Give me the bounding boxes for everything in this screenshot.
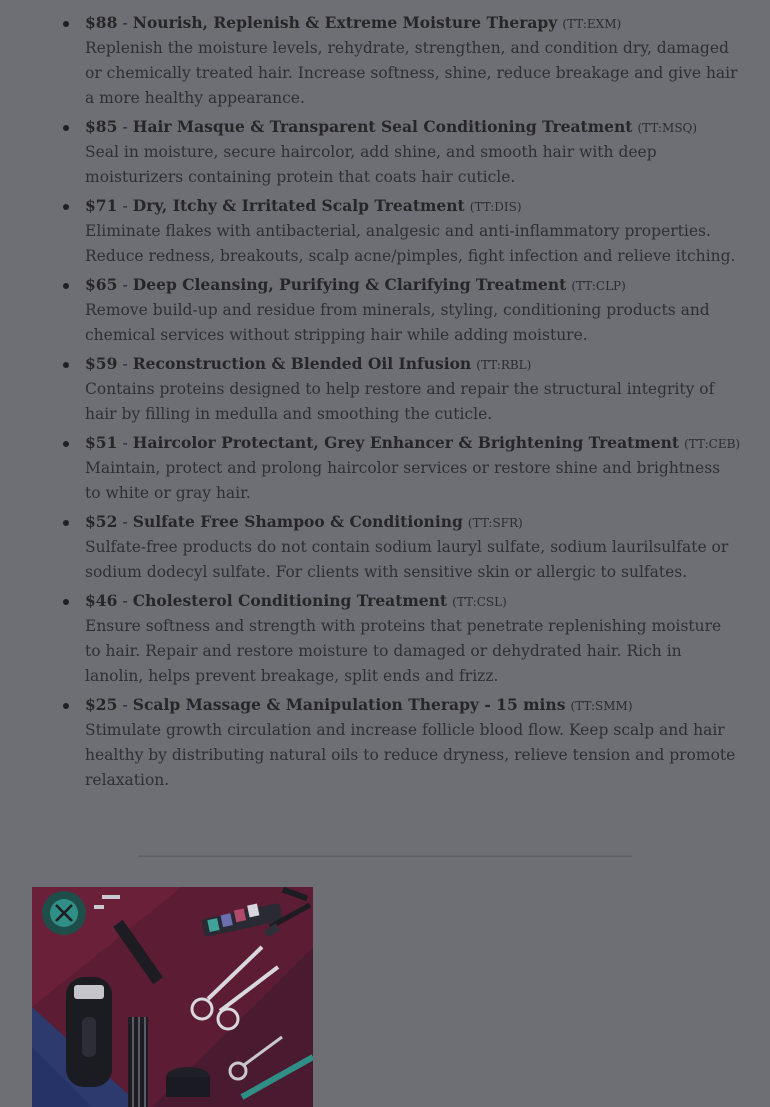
service-code: (TT:CEB) <box>684 437 741 451</box>
service-code: (TT:CLP) <box>571 279 626 293</box>
service-heading <box>85 272 740 298</box>
service-separator: - <box>122 276 128 294</box>
service-name: Scalp Massage & Manipulation Therapy - 15 mins <box>132 695 566 714</box>
service-separator: - <box>122 696 128 714</box>
barber-tools-image[interactable] <box>32 887 313 1107</box>
service-description: Contains proteins designed to help restore and repair the structural integrity of hair by filling in medulla and smoothing the cuticle. <box>85 380 715 423</box>
barber-tools-illustration-icon <box>32 887 313 1107</box>
service-code: (TT:SMM) <box>570 699 633 713</box>
service-code: (TT:RBL) <box>476 358 532 372</box>
service-heading <box>85 509 740 535</box>
service-item <box>0 272 770 348</box>
service-separator: - <box>122 513 128 531</box>
service-description: Eliminate flakes with antibacterial, analgesic and anti-inflammatory properties. Reduce redness, breakouts, scalp acne/pimples, fight infection and relieve itching. <box>85 222 736 265</box>
service-name: Deep Cleansing, Purifying & Clarifying Treatment <box>132 275 567 294</box>
service-description: Maintain, protect and prolong haircolor services or restore shine and brightness to white or gray hair. <box>85 459 721 502</box>
service-name: Reconstruction & Blended Oil Infusion <box>132 354 472 373</box>
service-price: $25 <box>85 695 118 714</box>
service-separator: - <box>122 197 128 215</box>
service-description: Seal in moisture, secure haircolor, add shine, and smooth hair with deep moisturizers containing protein that coats hair cuticle. <box>85 143 657 186</box>
service-description: Ensure softness and strength with proteins that penetrate replenishing moisture to hair. Repair and restore moisture to damaged or dehydrated hair. Rich in lanolin, helps prevent breakage, split ends and frizz. <box>85 617 722 685</box>
service-code: (TT:EXM) <box>562 17 622 31</box>
service-name: Sulfate Free Shampoo & Conditioning <box>132 512 463 531</box>
service-item <box>0 193 770 269</box>
service-name: Cholesterol Conditioning Treatment <box>132 591 448 610</box>
service-separator: - <box>122 434 128 452</box>
section-divider <box>138 855 632 857</box>
service-code: (TT:SFR) <box>467 516 523 530</box>
service-item <box>0 588 770 689</box>
service-name: Nourish, Replenish & Extreme Moisture Therapy <box>132 13 558 32</box>
service-separator: - <box>122 14 128 32</box>
service-price: $51 <box>85 433 118 452</box>
service-price: $85 <box>85 117 118 136</box>
service-heading <box>85 692 740 718</box>
service-item <box>0 10 770 111</box>
service-code: (TT:CSL) <box>452 595 507 609</box>
service-heading <box>85 193 740 219</box>
service-name: Hair Masque & Transparent Seal Conditioning Treatment <box>132 117 633 136</box>
service-heading <box>85 430 740 456</box>
service-heading <box>85 351 740 377</box>
service-price: $88 <box>85 13 118 32</box>
service-item <box>0 430 770 506</box>
service-code: (TT:DIS) <box>469 200 522 214</box>
service-price: $59 <box>85 354 118 373</box>
service-name: Dry, Itchy & Irritated Scalp Treatment <box>132 196 465 215</box>
service-item <box>0 692 770 793</box>
service-price: $46 <box>85 591 118 610</box>
service-name: Haircolor Protectant, Grey Enhancer & Brightening Treatment <box>132 433 680 452</box>
service-description: Remove build-up and residue from minerals, styling, conditioning products and chemical services without stripping hair while adding moisture. <box>85 301 710 344</box>
service-list <box>0 10 770 796</box>
service-separator: - <box>122 355 128 373</box>
service-description: Stimulate growth circulation and increase follicle blood flow. Keep scalp and hair healthy by distributing natural oils to reduce dryness, relieve tension and promote relaxation. <box>85 721 736 789</box>
service-price: $65 <box>85 275 118 294</box>
service-code: (TT:MSQ) <box>637 121 698 135</box>
service-item <box>0 351 770 427</box>
service-price: $71 <box>85 196 118 215</box>
service-description: Replenish the moisture levels, rehydrate, strengthen, and condition dry, damaged or chemically treated hair. Increase softness, shine, reduce breakage and give hair a more healthy appearance. <box>85 39 738 107</box>
service-description: Sulfate-free products do not contain sodium lauryl sulfate, sodium laurilsulfate or sodium dodecyl sulfate. For clients with sensitive skin or allergic to sulfates. <box>85 538 729 581</box>
service-price: $52 <box>85 512 118 531</box>
service-item <box>0 114 770 190</box>
service-heading <box>85 114 740 140</box>
service-separator: - <box>122 118 128 136</box>
service-heading <box>85 588 740 614</box>
service-heading <box>85 10 740 36</box>
service-separator: - <box>122 592 128 610</box>
service-item <box>0 509 770 585</box>
